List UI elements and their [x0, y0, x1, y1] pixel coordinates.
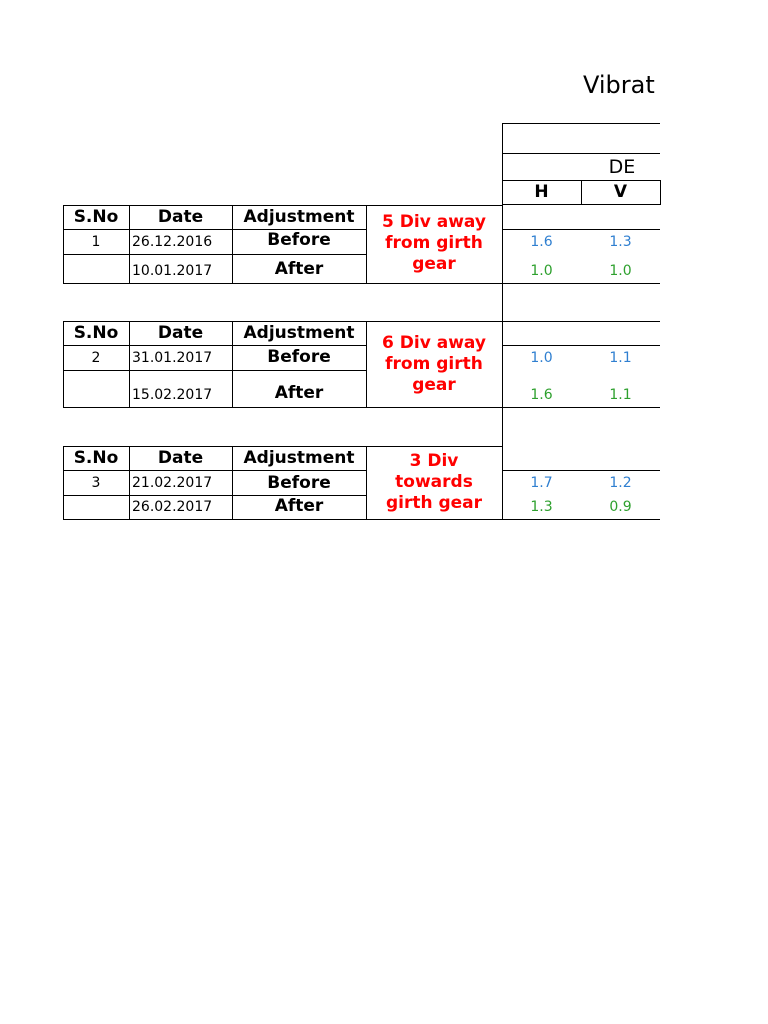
h-value-cell: 1.7 [530, 474, 553, 491]
v-value-cell: 1.1 [609, 349, 632, 366]
h-value-cell: 1.0 [530, 262, 553, 279]
sno-cell: 2 [91, 349, 101, 366]
sno-cell [63, 495, 129, 519]
date-header: Date [157, 207, 204, 227]
top-border [502, 123, 660, 124]
v-value-cell: 0.9 [609, 499, 632, 515]
date-cell: 26.02.2017 [132, 499, 213, 515]
adjustment-note: 3 Div towards girth gear [385, 451, 483, 513]
adjustment-cell: After [274, 383, 324, 403]
h-value-cell: 1.6 [530, 387, 553, 403]
v-column-header: V [613, 182, 628, 202]
date-cell: 10.01.2017 [132, 262, 213, 279]
sno-cell [63, 370, 129, 407]
h-column-header: H [534, 182, 549, 202]
adjustment-cell: Before [267, 472, 331, 493]
block-bottom-line [63, 519, 660, 520]
sno-cell: 1 [91, 233, 101, 250]
date-cell: 21.02.2017 [132, 474, 213, 491]
adjustment-cell: After [274, 495, 324, 516]
adjustment-note: 6 Div away from girth gear [382, 333, 486, 395]
h-value-cell: 1.6 [530, 233, 553, 250]
adjustment-note: 5 Div away from girth gear [382, 212, 486, 274]
date-cell: 26.12.2016 [132, 233, 213, 250]
adjustment-header: Adjustment [243, 448, 355, 468]
de-group-header: DE [608, 155, 636, 178]
date-header: Date [157, 448, 204, 468]
date-cell: 15.02.2017 [132, 387, 213, 403]
sno-header: S.No [73, 448, 119, 468]
adjustment-header: Adjustment [243, 323, 355, 343]
date-header: Date [157, 323, 204, 343]
sno-header: S.No [73, 207, 119, 227]
sno-header: S.No [73, 323, 119, 343]
sno-cell [63, 254, 129, 283]
v-value-cell: 1.3 [609, 233, 632, 250]
v-value-cell: 1.2 [609, 474, 632, 491]
v-value-cell: 1.1 [609, 387, 632, 403]
sno-cell: 3 [91, 474, 101, 491]
page-title: Vibrat [583, 71, 655, 99]
adjustment-cell: Before [267, 230, 331, 250]
block-bottom-line [63, 283, 660, 284]
adjustment-cell: After [274, 258, 324, 279]
adjustment-header: Adjustment [243, 207, 355, 227]
v-value-cell: 1.0 [609, 262, 632, 279]
date-cell: 31.01.2017 [132, 349, 213, 366]
h-value-cell: 1.3 [530, 499, 553, 515]
hv-header-right-border [660, 180, 661, 205]
adjustment-cell: Before [267, 346, 331, 367]
h-value-cell: 1.0 [530, 349, 553, 366]
